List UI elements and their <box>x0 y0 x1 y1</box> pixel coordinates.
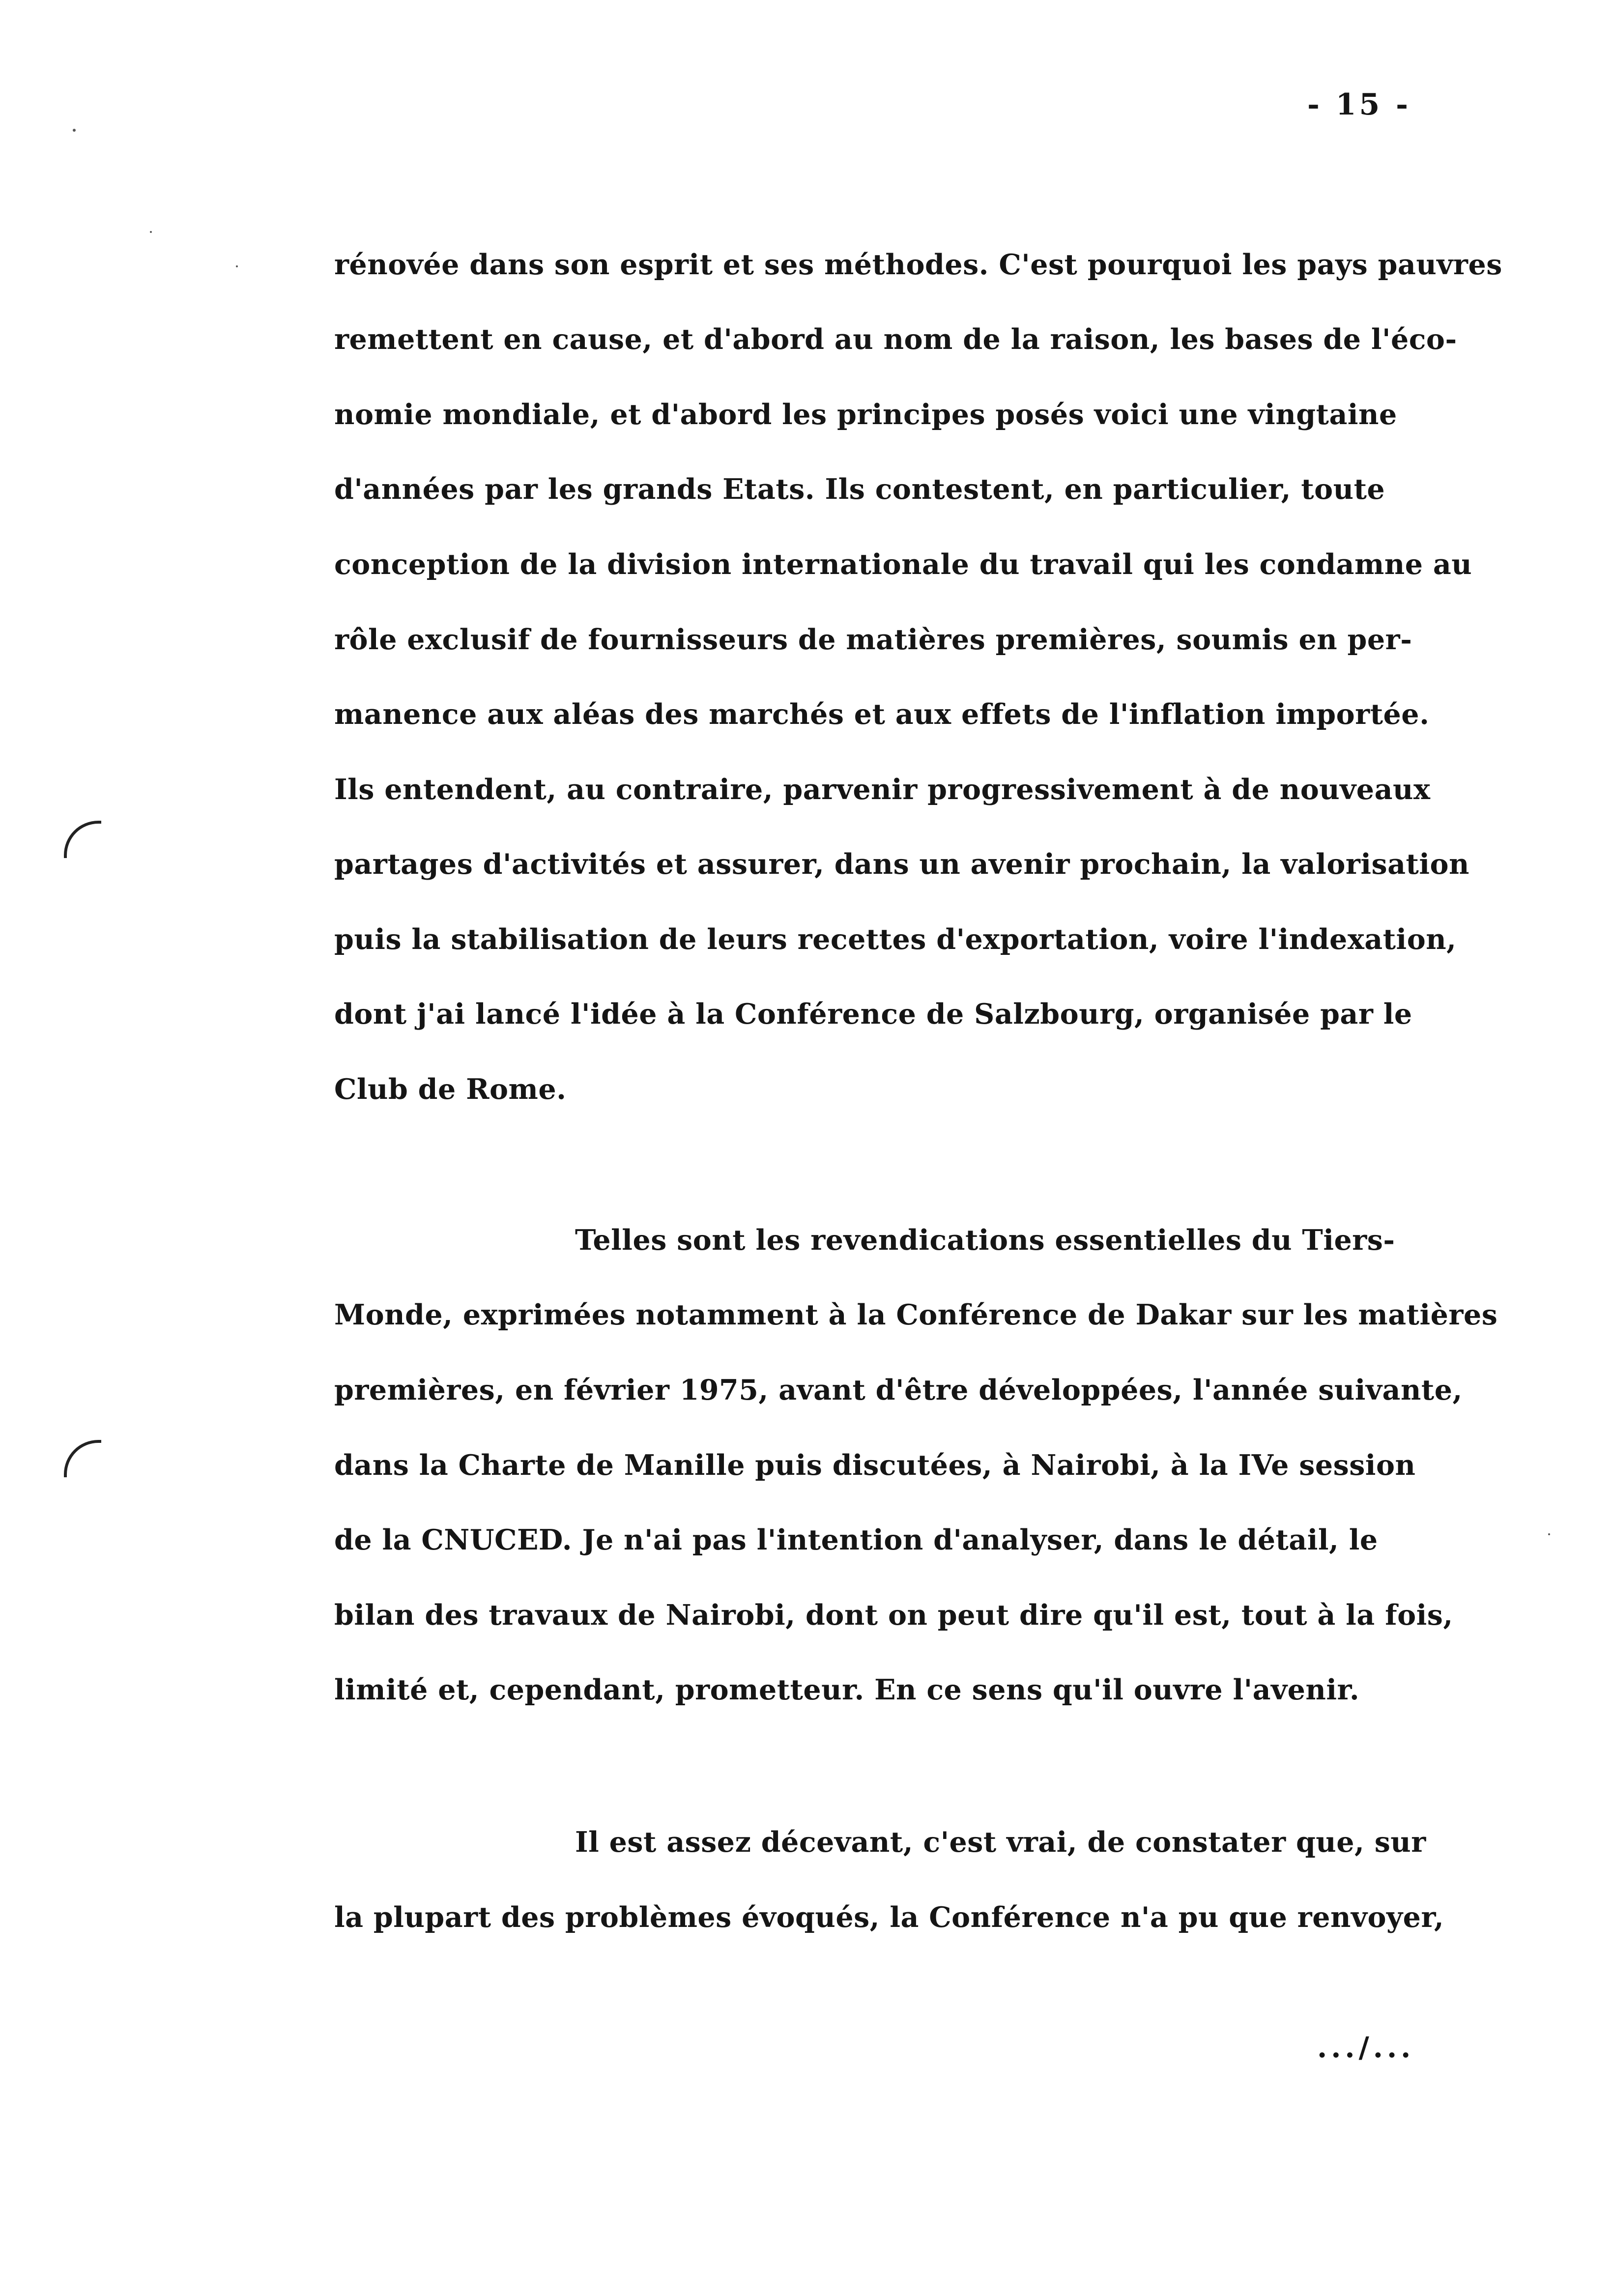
scan-speck <box>236 265 238 267</box>
paragraph-1-line-3: nomie mondiale, et d'abord les principes posés voici une vingtaine <box>334 398 1397 431</box>
paragraph-1-line-6: rôle exclusif de fournisseurs de matières premières, soumis en per- <box>334 623 1412 656</box>
punch-hole-mark-top <box>64 821 101 858</box>
paragraph-1-line-9: partages d'activités et assurer, dans un avenir prochain, la valorisation <box>334 848 1469 881</box>
paragraph-2-line-2: Monde, exprimées notamment à la Conférence de Dakar sur les matières <box>334 1298 1498 1331</box>
paragraph-3-line-1: Il est assez décevant, c'est vrai, de constater que, sur <box>575 1826 1426 1859</box>
paragraph-1-line-8: Ils entendent, au contraire, parvenir progressivement à de nouveaux <box>334 773 1431 806</box>
paragraph-2-line-4: dans la Charte de Manille puis discutées, à Nairobi, à la IVe session <box>334 1449 1416 1482</box>
scan-speck <box>150 231 152 233</box>
scan-speck <box>73 129 76 132</box>
paragraph-1-line-12: Club de Rome. <box>334 1073 567 1106</box>
scan-speck <box>1548 1533 1550 1535</box>
paragraph-2-line-7: limité et, cependant, prometteur. En ce sens qu'il ouvre l'avenir. <box>334 1673 1360 1706</box>
paragraph-3-line-2: la plupart des problèmes évoqués, la Conférence n'a pu que renvoyer, <box>334 1901 1444 1934</box>
paragraph-2-line-3: premières, en février 1975, avant d'être développées, l'année suivante, <box>334 1374 1463 1406</box>
paragraph-1-line-7: manence aux aléas des marchés et aux effets de l'inflation importée. <box>334 698 1430 731</box>
paragraph-1-line-2: remettent en cause, et d'abord au nom de la raison, les bases de l'éco- <box>334 323 1457 356</box>
punch-hole-mark-bottom <box>64 1440 101 1477</box>
paragraph-2-line-6: bilan des travaux de Nairobi, dont on peut dire qu'il est, tout à la fois, <box>334 1599 1453 1632</box>
paragraph-2-line-5: de la CNUCED. Je n'ai pas l'intention d'analyser, dans le détail, le <box>334 1523 1378 1556</box>
continuation-mark: .../... <box>1317 2031 1415 2064</box>
paragraph-1-line-1: rénovée dans son esprit et ses méthodes. C'est pourquoi les pays pauvres <box>334 248 1502 281</box>
paragraph-1-line-5: conception de la division internationale du travail qui les condamne au <box>334 548 1472 581</box>
paragraph-1-line-11: dont j'ai lancé l'idée à la Conférence de Salzbourg, organisée par le <box>334 998 1412 1031</box>
paragraph-1-line-10: puis la stabilisation de leurs recettes d'exportation, voire l'indexation, <box>334 923 1457 956</box>
paragraph-1-line-4: d'années par les grands Etats. Ils contestent, en particulier, toute <box>334 473 1385 506</box>
paragraph-2-line-1: Telles sont les revendications essentielles du Tiers- <box>575 1224 1395 1257</box>
page-number: - 15 - <box>1307 87 1411 122</box>
